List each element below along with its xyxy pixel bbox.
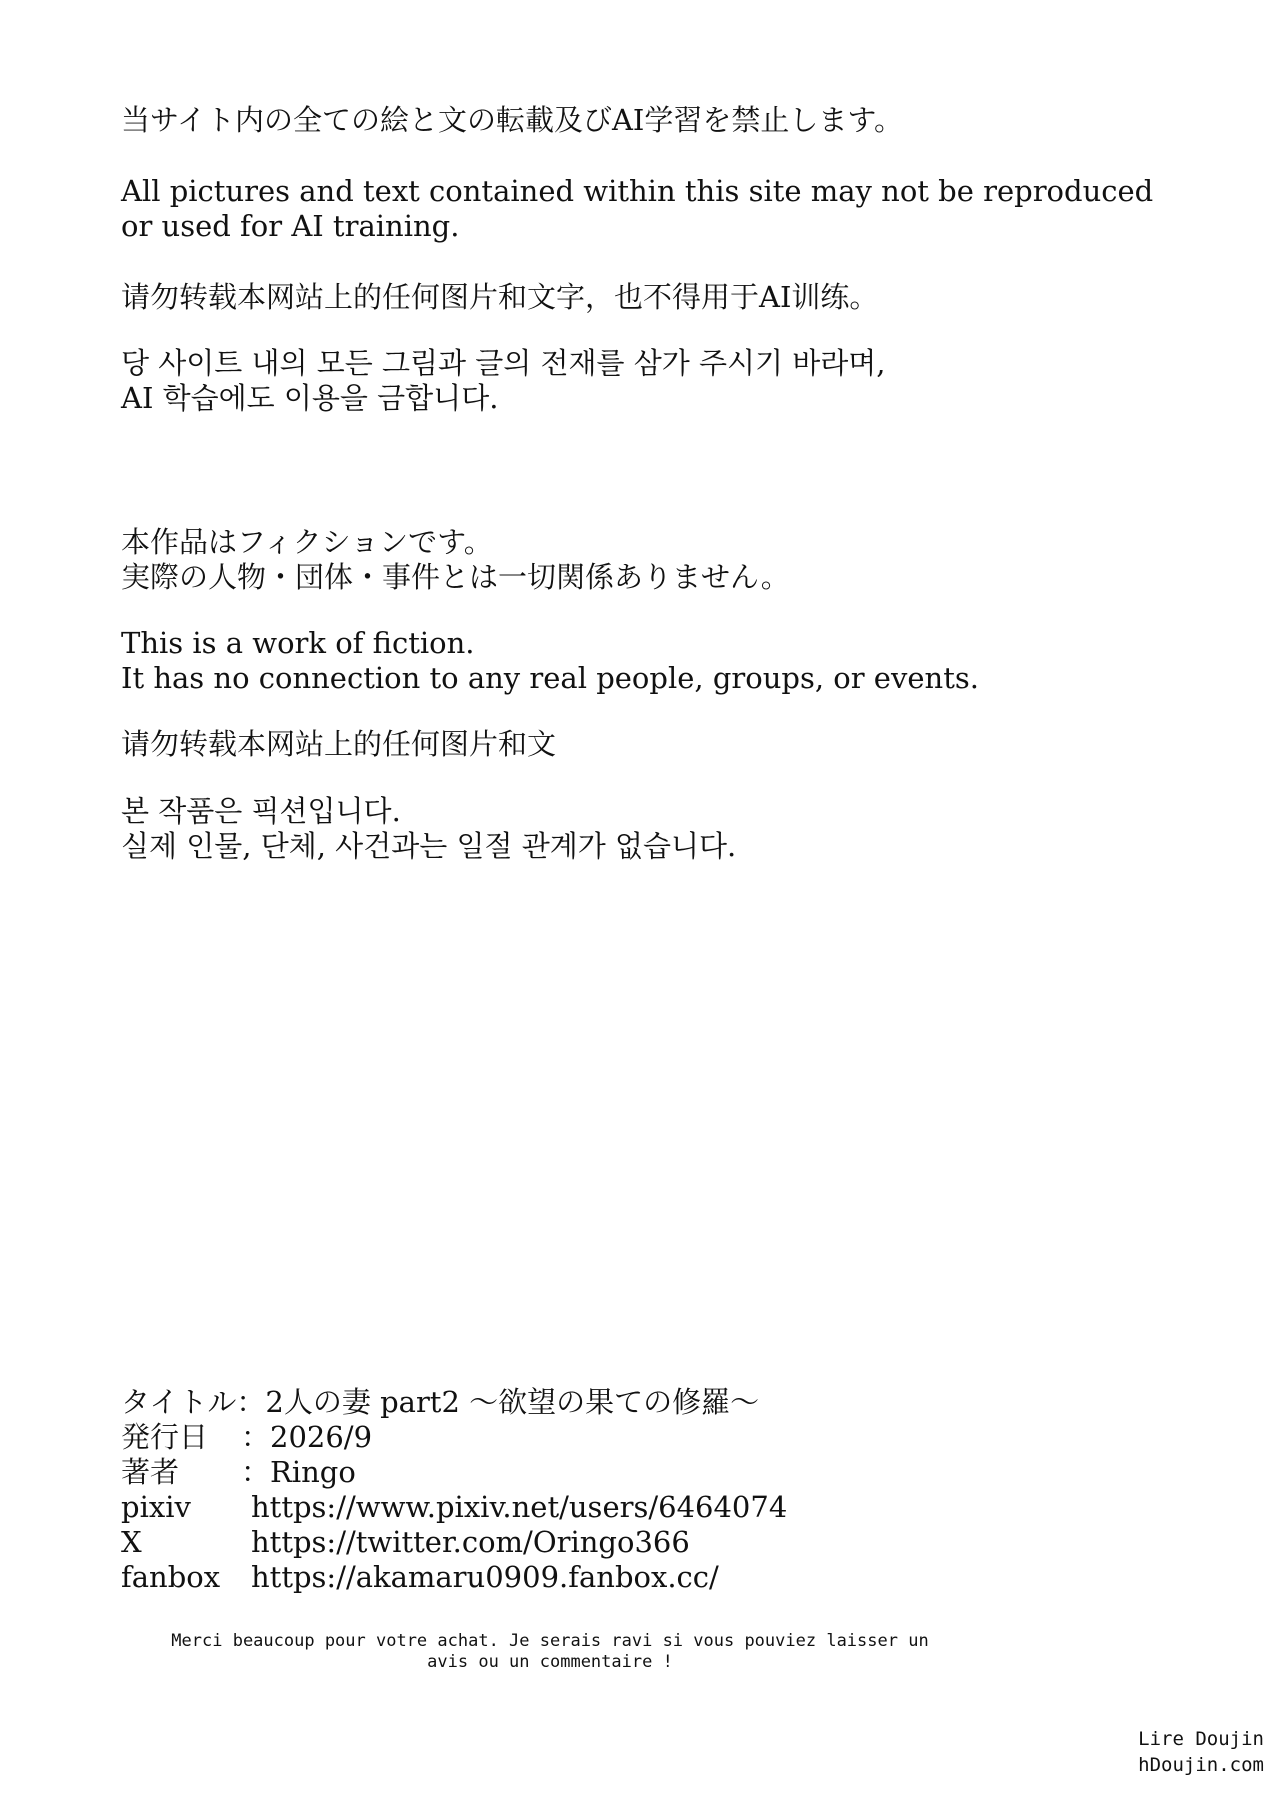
fiction-chinese [121, 727, 1161, 762]
watermark-line: Lire Doujin [1138, 1728, 1264, 1750]
fiction-japanese [121, 525, 1161, 595]
fiction-ko-line: 본 작품은 픽션입니다. [121, 794, 401, 828]
notice-en-line: All pictures and text contained within this site may not be reproduced [121, 174, 1154, 208]
notice-chinese [121, 280, 1161, 315]
notice-korean [121, 346, 1161, 416]
notice-zh-line: 请勿转载本网站上的任何图片和文字，也不得用于AI训练。 [121, 280, 879, 314]
pixiv-url: https://www.pixiv.net/users/6464074 [251, 1490, 788, 1524]
fiction-en-line: It has no connection to any real people, groups, or events. [121, 661, 979, 695]
colophon-pixiv-row [121, 1490, 787, 1525]
notice-ko-line: AI 학습에도 이용을 금합니다. [121, 381, 499, 415]
notice-japanese [121, 103, 1161, 138]
x-url: https://twitter.com/Oringo366 [251, 1525, 690, 1559]
fiction-ja-line: 実際の人物・団体・事件とは一切関係ありません。 [121, 560, 790, 594]
fiction-english [121, 626, 1161, 696]
date-label: 発行日 [121, 1420, 209, 1454]
notice-ja-line: 当サイト内の全ての絵と文の転載及びAI学習を禁止します。 [121, 103, 904, 137]
colophon-author-row [121, 1455, 787, 1490]
notice-ko-line: 당 사이트 내의 모든 그림과 글의 전재를 삼가 주시기 바라며, [121, 346, 886, 380]
thank-you-line: Merci beaucoup pour votre achat. Je serais ravi si vous pouviez laisser un [171, 1631, 929, 1651]
site-watermark [1138, 1726, 1264, 1778]
thank-you-note [100, 1631, 1000, 1673]
x-label: X [121, 1525, 142, 1559]
title-value: 2人の妻 part2 ～欲望の果ての修羅～ [265, 1385, 760, 1419]
pixiv-label: pixiv [121, 1490, 191, 1524]
fiction-en-line: This is a work of fiction. [121, 626, 475, 660]
thank-you-line: avis ou un commentaire ! [427, 1652, 673, 1672]
date-value: ：2026/9 [241, 1420, 373, 1454]
fiction-ja-line: 本作品はフィクションです。 [121, 525, 493, 559]
fiction-zh-line: 请勿转载本网站上的任何图片和文 [121, 727, 557, 761]
fiction-korean [121, 794, 1161, 864]
notice-english [121, 174, 1161, 244]
colophon-fanbox-row [121, 1560, 787, 1595]
fiction-ko-line: 실제 인물, 단체, 사건과는 일절 관계가 없습니다. [121, 829, 737, 863]
colophon-date-row [121, 1420, 787, 1455]
author-label: 著者 [121, 1455, 180, 1489]
colophon-x-row [121, 1525, 787, 1560]
colophon-title-row [121, 1385, 787, 1420]
author-value: ：Ringo [241, 1455, 356, 1489]
colophon [121, 1385, 787, 1595]
fanbox-label: fanbox [121, 1560, 221, 1594]
watermark-line: hDoujin.com [1138, 1754, 1264, 1776]
title-label: タイトル： [121, 1385, 266, 1419]
fanbox-url: https://akamaru0909.fanbox.cc/ [251, 1560, 719, 1594]
notice-en-line: or used for AI training. [121, 209, 460, 243]
